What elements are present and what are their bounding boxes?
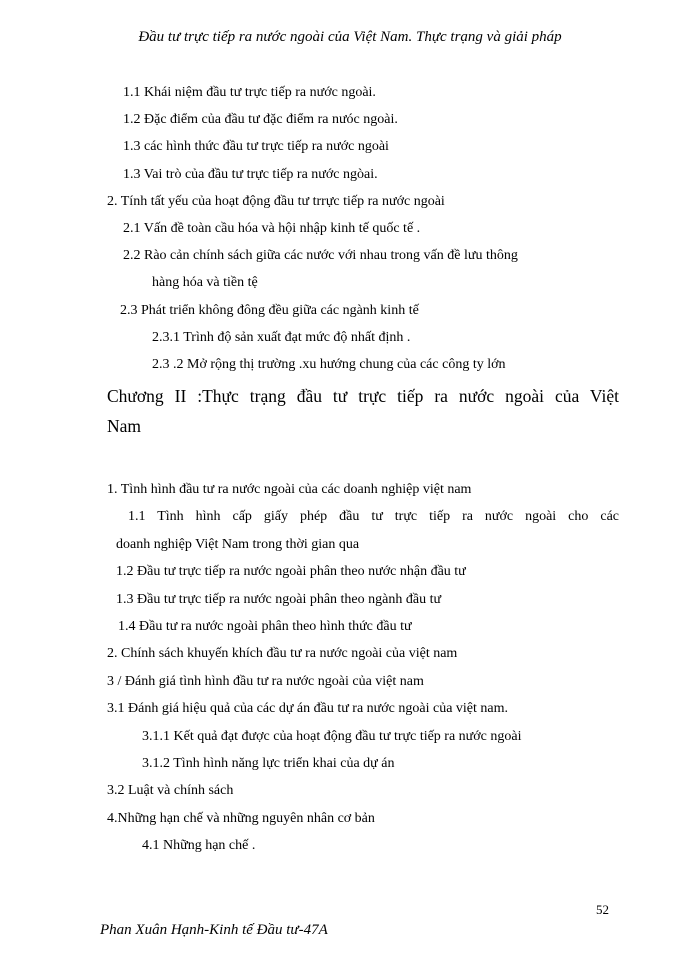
toc-item-2: 2. Tính tất yếu của hoạt động đầu tư trrực tiếp ra nước ngoài <box>107 194 445 209</box>
toc-item-c3: 3 / Đánh giá tình hình đầu tư ra nước ngoài của việt nam <box>107 674 424 689</box>
toc-item-c1-2: 1.2 Đầu tư trực tiếp ra nước ngoài phân theo nước nhận đầu tư <box>116 564 466 579</box>
toc-item-c4-1: 4.1 Những hạn chế . <box>142 838 256 853</box>
toc-item-1-1: 1.1 Khái niệm đầu tư trực tiếp ra nước ngoài. <box>123 85 376 100</box>
toc-item-c3-1-1: 3.1.1 Kết quả đạt được của hoạt động đầu tư trực tiếp ra nước ngoài <box>142 729 522 744</box>
toc-item-c1-1-continued: doanh nghiệp Việt Nam trong thời gian qua <box>116 537 360 552</box>
toc-item-1-4: 1.3 Vai trò của đầu tư trực tiếp ra nước ngòai. <box>123 167 378 182</box>
chapter-heading: Chương II :Thực trạng đầu tư trực tiếp ra nước ngoài của Việt <box>107 386 619 406</box>
toc-item-c4: 4.Những hạn chế và những nguyên nhân cơ bản <box>107 811 375 826</box>
toc-item-2-2: 2.2 Rào cản chính sách giữa các nước với nhau trong vấn đề lưu thông <box>123 248 518 263</box>
page-number: 52 <box>596 902 609 917</box>
toc-item-2-3: 2.3 Phát triển không đông đều giữa các ngành kinh tế <box>120 303 419 318</box>
toc-item-c1: 1. Tình hình đầu tư ra nước ngoài của các doanh nghiệp việt nam <box>107 482 472 497</box>
toc-item-c1-3: 1.3 Đầu tư trực tiếp ra nước ngoài phân theo ngành đầu tư <box>116 592 442 607</box>
toc-item-c2: 2. Chính sách khuyến khích đầu tư ra nước ngoài của việt nam <box>107 646 458 661</box>
running-footer: Phan Xuân Hạnh-Kinh tế Đầu tư-47A <box>100 922 328 938</box>
toc-item-c1-4: 1.4 Đầu tư ra nước ngoài phân theo hình thức đầu tư <box>118 619 412 634</box>
toc-item-2-3-1: 2.3.1 Trình độ sản xuất đạt mức độ nhất định . <box>152 330 411 345</box>
chapter-heading-continued: Nam <box>107 416 142 436</box>
toc-item-1-3: 1.3 các hình thức đầu tư trực tiếp ra nước ngoài <box>123 139 389 154</box>
toc-item-c3-1-2: 3.1.2 Tình hình năng lực triển khai của dự án <box>142 756 395 771</box>
toc-item-c3-1: 3.1 Đánh giá hiệu quả của các dự án đầu tư ra nước ngoài của việt nam. <box>107 701 509 716</box>
toc-item-2-3-2: 2.3 .2 Mở rộng thị trường .xu hướng chung của các công ty lớn <box>152 357 506 372</box>
toc-item-1-2: 1.2 Đặc điểm của đầu tư đặc điểm ra nưóc ngoài. <box>123 112 398 127</box>
toc-item-c1-1: 1.1 Tình hình cấp giấy phép đầu tư trực tiếp ra nước ngoài cho các <box>128 509 619 524</box>
toc-item-2-1: 2.1 Vấn đề toàn cầu hóa và hội nhập kinh tế quốc tế . <box>123 221 421 236</box>
running-header: Đầu tư trực tiếp ra nước ngoài của Việt Nam. Thực trạng và giải pháp <box>138 29 562 45</box>
toc-item-c3-2: 3.2 Luật và chính sách <box>107 783 234 798</box>
toc-item-2-2-continued: hàng hóa và tiền tệ <box>152 275 258 290</box>
